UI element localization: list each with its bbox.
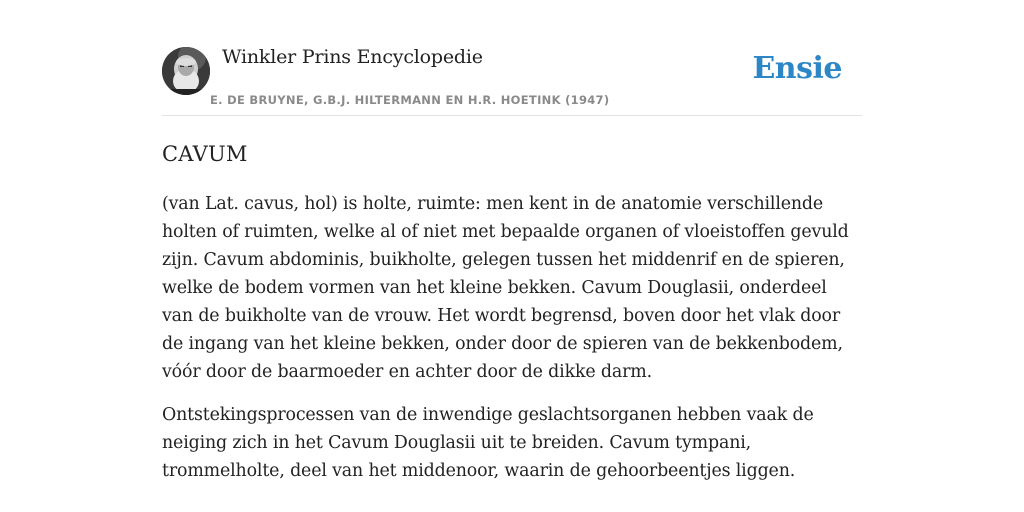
article-body (162, 190, 862, 485)
portrait-avatar-icon[interactable] (162, 47, 210, 95)
header (162, 0, 862, 116)
ensie-logo-link[interactable]: Ensie (752, 51, 842, 86)
page (162, 0, 862, 485)
article-paragraph: Ontstekingsprocessen van de inwendige geslachtsorganen hebben vaak de neiging zich in het Cavum Douglasii uit te breiden. Cavum tympani, trommelholte, deel van het middenoor, waarin de gehoorbeentjes liggen. (162, 405, 814, 481)
authors-line: E. DE BRUYNE, G.B.J. HILTERMANN EN H.R. HOETINK (1947) (210, 93, 610, 107)
page-title: CAVUM (162, 142, 248, 166)
encyclopedia-title[interactable]: Winkler Prins Encyclopedie (222, 46, 483, 68)
article-paragraph: (van Lat. cavus, hol) is holte, ruimte: men kent in de anatomie verschillende holten of ruimten, welke al of niet met bepaalde organen of vloeistoffen gevuld zijn. Cavum abdominis, buikholte, gelegen tussen het middenrif en de spieren, welke de bodem vormen van het kleine bekken. Cavum Douglasii, onderdeel van de buikholte van de vrouw. Het wordt begrensd, boven door het vlak door de ingang van het kleine bekken, onder door de spieren van de bekkenbodem, vóór door de baarmoeder en achter door de dikke darm. (162, 194, 849, 382)
